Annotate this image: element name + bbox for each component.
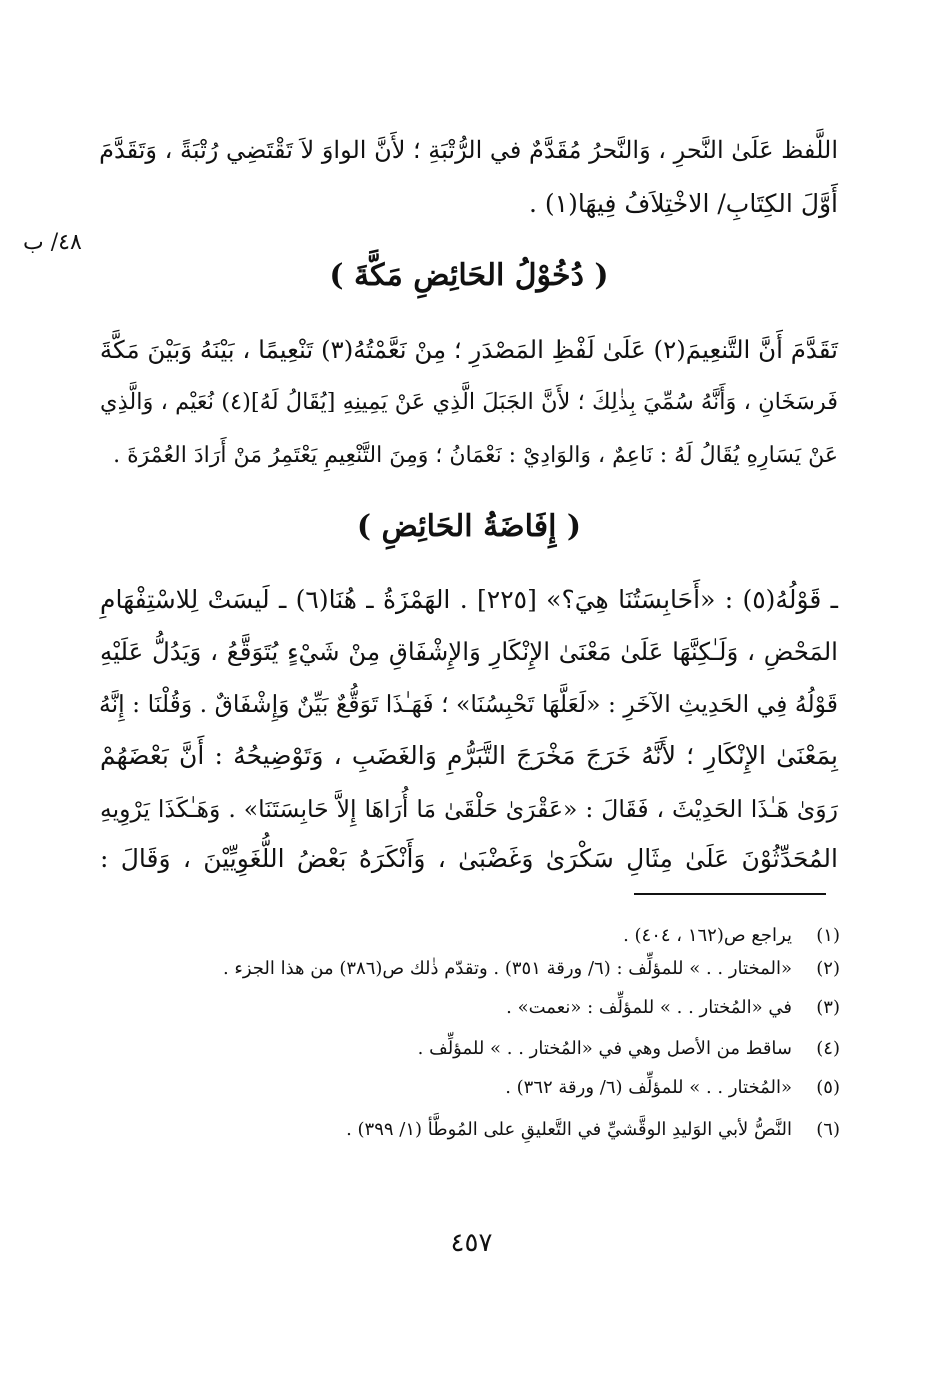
footnote-number: (٣) [816,997,840,1018]
section-heading: ( دُخُوْلُ الحَائِضِ مَكَّةَ ) [329,258,609,293]
paragraph-line: قَوْلُهُ فِي الحَدِيثِ الآخَرِ : «لَعَلَّهَا تَحْبِسُنَا» ؛ فَهَـٰذَا تَوَقُّعٌ بَيِّنٌ وَإِشْفَاقٌ . وَقُلْنَا : إِنَّهُ [99,690,838,718]
paragraph-line: المُحَدِّثُوْنَ عَلَىٰ مِثَالِ سَكْرَىٰ وَغَضْبَىٰ ، وَأَنْكَرَهُ بَعْضُ اللُّغَوِيِّيْنَ ، وَقَالَ : [100,844,838,873]
paragraph-line: عَنْ يَسَارِهِ يُقَالُ لَهُ : نَاعِمٌ ، وَالوَادِيْ : نَعْمَانُ ؛ وَمِنَ التَّنْعِيمِ يَعْتَمِرُ مَنْ أَرَادَ العُمْرَةَ . [113,443,838,468]
footnote-text: يراجع ص(١٦٢ ، ٤٠٤) . [623,925,792,946]
footnote-number: (٦) [816,1119,840,1140]
paragraph-line: اللَّفظ عَلَىٰ النَّحرِ ، وَالنَّحرُ مُقَدَّمٌ في الرُّتْبَةِ ؛ لأَنَّ الواوَ لاَ تَقْتَضِي رُتْبَةً ، وَتَقَدَّمَ [99,136,838,164]
paragraph-line: فَرسَخَانِ ، وَأَنَّهُ سُمِّيَ بِذٰلِكَ ؛ لأَنَّ الجَبَلَ الَّذِي عَنْ يَمِينِهِ [يُقَالُ لَهُ](٤) نُعَيْم ، وَالَّذِي [100,389,838,415]
footnote-divider [634,893,826,895]
footnote [100,955,840,983]
paragraph-line: رَوَىٰ هَـٰذَا الحَدِيْثَ ، فَقَالَ : «عَقْرَىٰ حَلْقَىٰ مَا أُرَاهَا إِلاَّ حَابِسَتَنَا» . وَهَـٰكَذَا يَرْوِيهِ [100,795,838,823]
footnote [100,1074,840,1102]
footnote-number: (٢) [816,958,840,979]
footnote-number: (٥) [816,1077,840,1098]
footnote-text: «المُختار . . » للمؤلِّف (٦/ ورقة ٣٦٢) . [505,1077,792,1098]
paragraph-line: أَوَّلَ الكِتَابِ/ الاخْتِلاَفُ فِيهَا(١) . [528,189,838,218]
paragraph-line: ـ قَوْلُهُ(٥) : «أَحَابِسَتُنَا هِيَ؟» [٢٢٥] . الهَمْزَةُ ـ هُنَا(٦) ـ لَيسَتْ لِلاسْتِفْهَامِ [100,585,838,614]
footnote-number: (٤) [816,1038,840,1059]
footnote-text: ساقط من الأصل وهي في «المُختار . . » للمؤلِّف . [417,1038,792,1059]
paragraph-line: بِمَعْنَىٰ الإِنْكَارِ ؛ لأَنَّهُ خَرَجَ مَخْرَجَ التَّبَرُّمِ وَالغَضَبِ ، وَتَوْضِيحُهُ : أَنَّ بَعْضَهُمْ [100,741,838,770]
footnote [100,1035,840,1063]
paragraph-line: تَقَدَّمَ أَنَّ التَّنعِيمَ(٢) عَلَىٰ لَفْظِ المَصْدَرِ ؛ مِنْ نَعَّمْتُهُ(٣) تَنْعِيمًا ، بَيْنَهُ وَبَيْنَ مَكَّةَ [99,335,838,364]
footnote-number: (١) [816,925,840,946]
footnote [100,922,840,950]
footnote [100,994,840,1022]
footnote [100,1116,840,1144]
section-heading: ( إِفَاضَةُ الحَائِضِ ) [356,509,582,544]
page-number: ٤٥٧ [450,1228,493,1258]
footnote-text: في «المُختار . . » للمؤلِّف : «نعمت» . [506,997,792,1018]
margin-folio-note: ٤٨/ ب [23,230,82,255]
footnote-text: النَّصُّ لأبي الوَليدِ الوقَّشيِّ في التَّعليقِ على المُوطَّأ (١/ ٣٩٩) . [346,1119,792,1140]
footnote-text: «المختار . . » للمؤلِّف : (٦/ ورقة ٣٥١) . وتقدّم ذٰلك ص(٣٨٦) من هذا الجزء . [222,958,792,979]
paragraph-line: المَحْضِ ، وَلَـٰكِنَّهَا عَلَىٰ مَعْنَىٰ الإِنْكَارِ وَالإِشْفَاقِ مِنْ شَيْءٍ يُتَوَقَّعُ ، وَيَدُلُّ عَلَيْهِ [100,637,838,666]
